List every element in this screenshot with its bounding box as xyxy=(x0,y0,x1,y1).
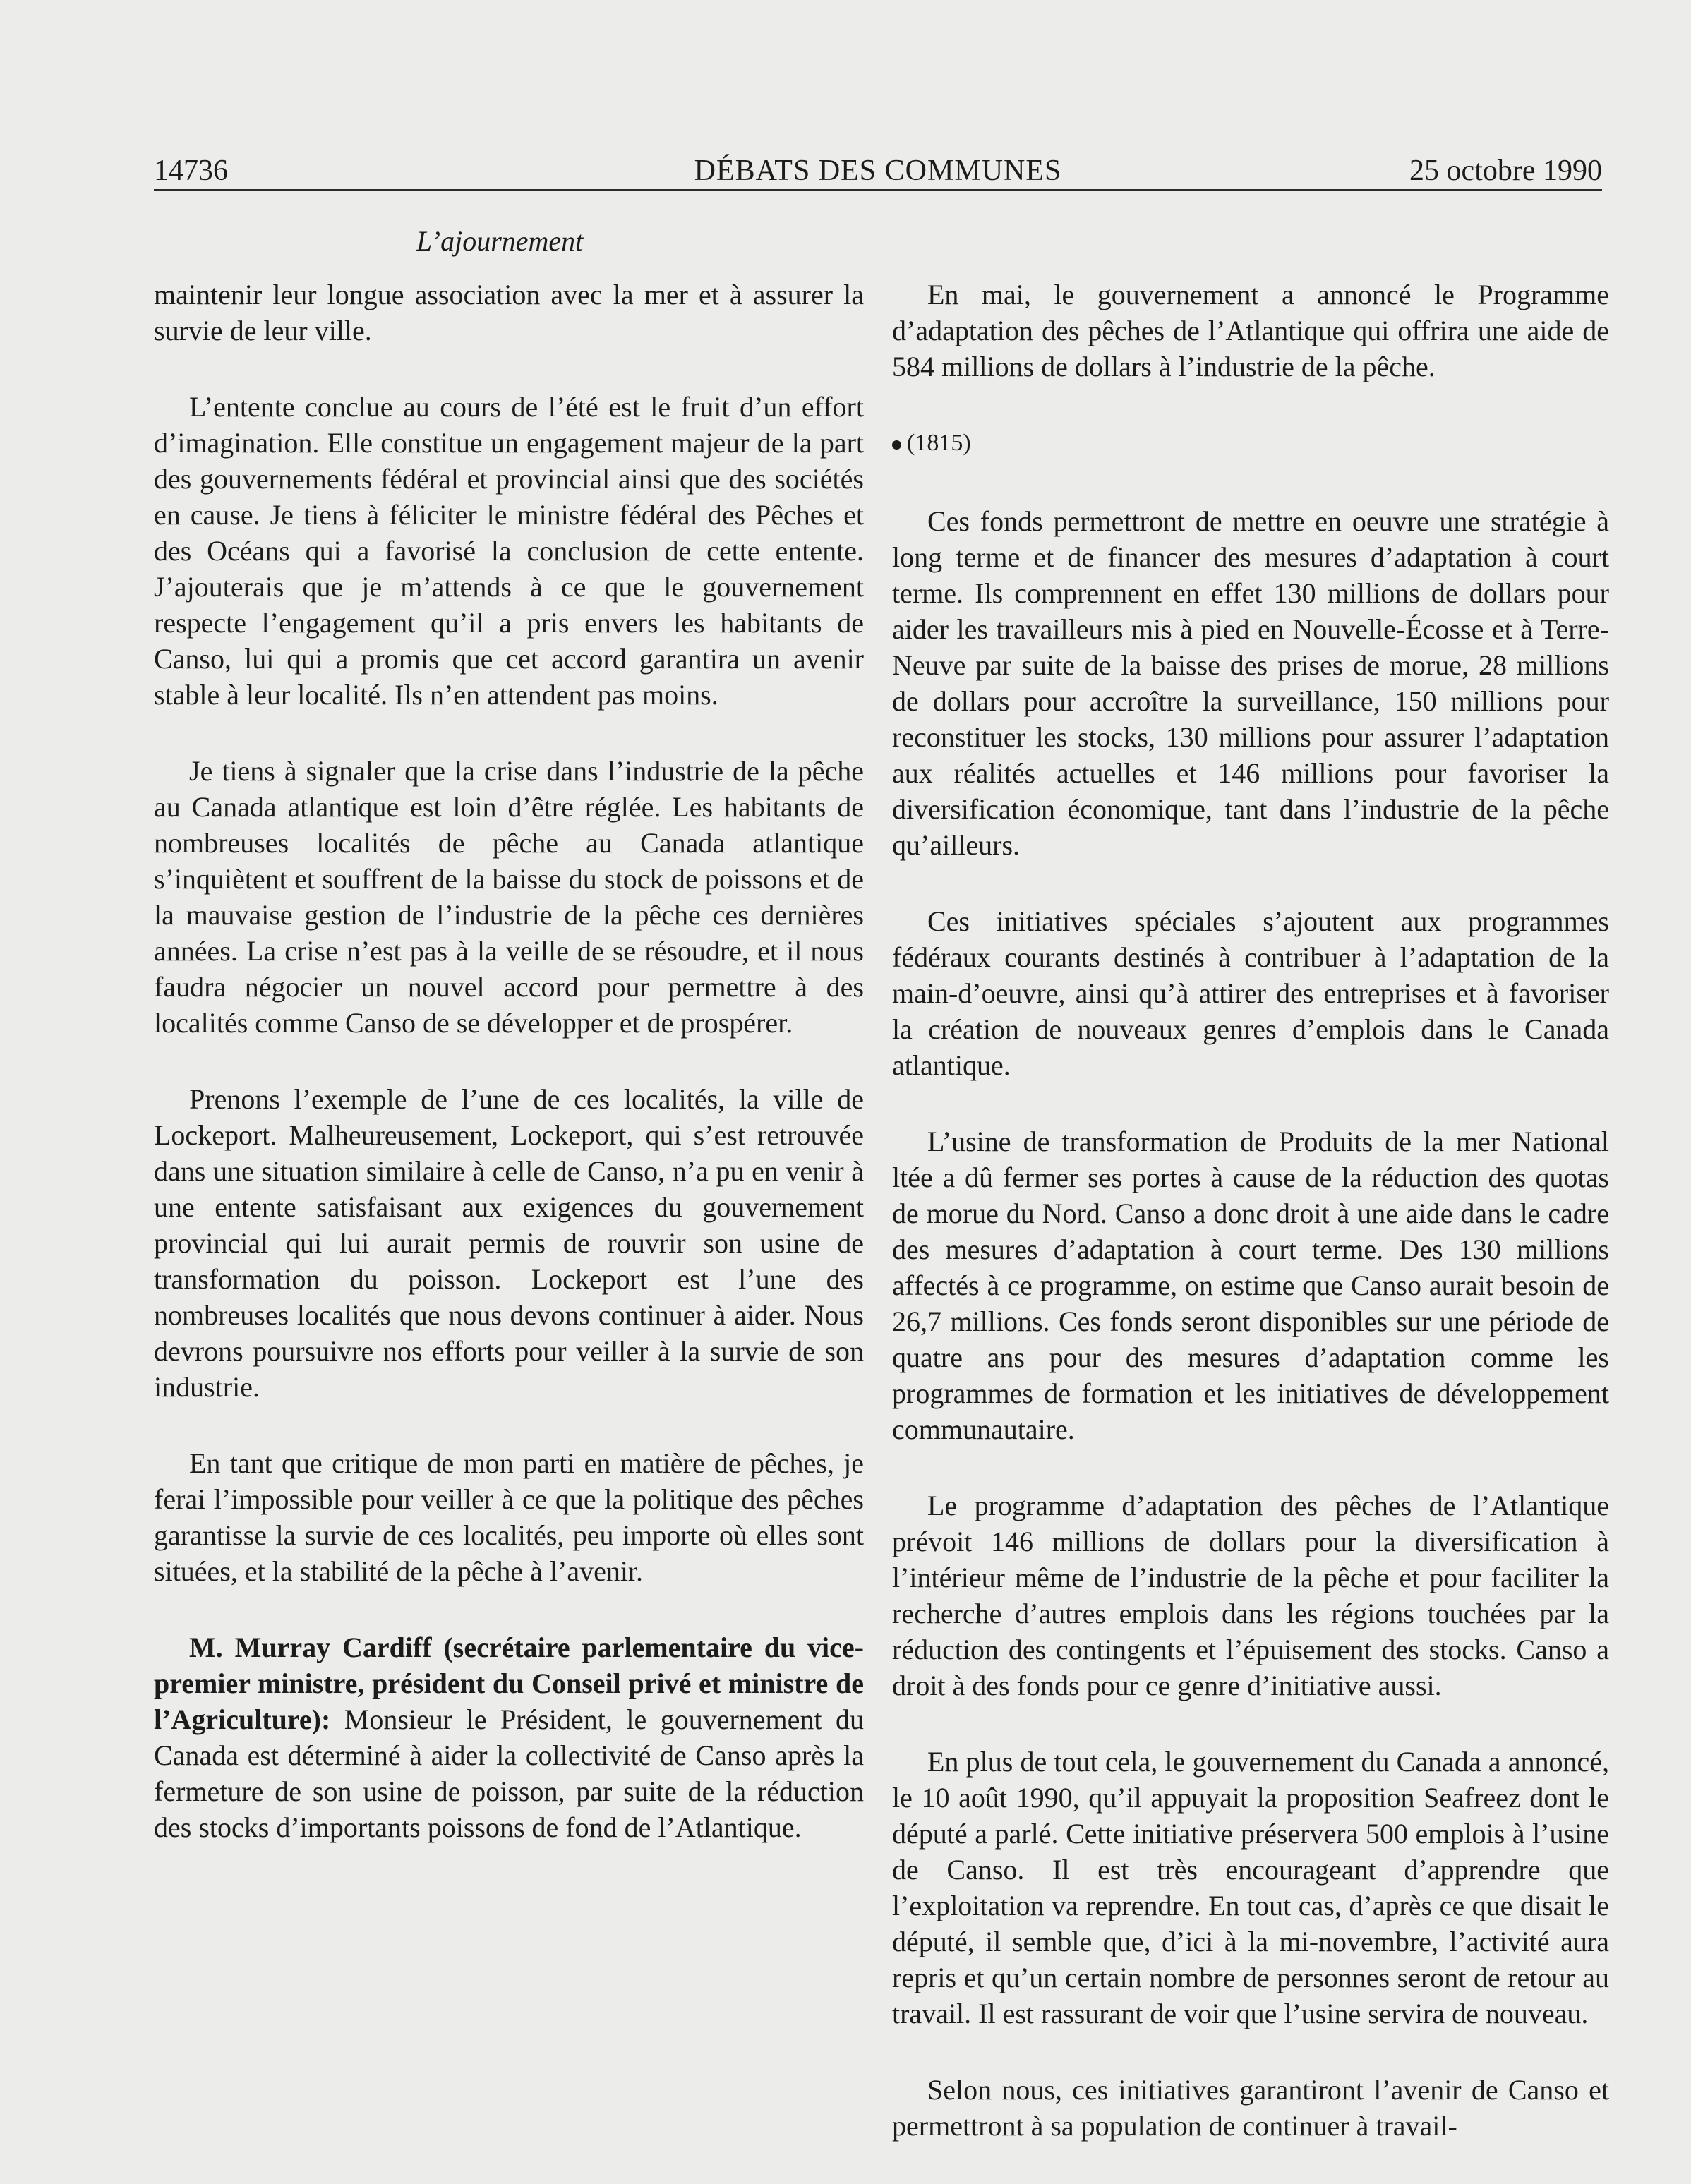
right-column xyxy=(892,277,1609,2184)
paragraph: Ces initiatives spéciales s’ajoutent aux programmes fédéraux courants destinés à contribuer à l’adaptation de la main-d’oeuvre, ainsi qu’à attirer des entreprises et à favoriser la création de nouveaux genres d’emplois dans le Canada atlantique. xyxy=(892,905,1609,1081)
header-rule xyxy=(154,189,1602,191)
paragraph: En mai, le gouvernement a annoncé le Programme d’adaptation des pêches de l’Atlantique qui offrira une aide de 584 millions de dollars à l’industrie de la pêche. xyxy=(892,279,1609,382)
paragraph: Je tiens à signaler que la crise dans l’industrie de la pêche au Canada atlantique est loin d’être réglée. Les habitants de nombreuses localités de pêche au Canada atlantique s’inquiètent et souffrent de la baisse du stock de poissons et de la mauvaise gestion de l’industrie de la pêche ces dernières années. La crise n’est pas à la veille de se résoudre, et il nous faudra négocier un nouvel accord pour permettre à des localités comme Canso de se développer et de prospérer. xyxy=(154,755,864,1039)
left-column xyxy=(154,277,864,1886)
paragraph: Le programme d’adaptation des pêches de l’Atlantique prévoit 146 millions de dollars pour la diversification à l’intérieur même de l’industrie de la pêche et pour faciliter la recherche d’autres emplois dans les régions touchées par la réduction des contingents et l’épuisement des stocks. Canso a droit à des fonds pour ce genre d’initiative aussi. xyxy=(892,1490,1609,1701)
publication-title: DÉBATS DES COMMUNES xyxy=(694,155,1062,187)
paragraph: Prenons l’exemple de l’une de ces localités, la ville de Lockeport. Malheureusement, Lockeport, qui s’est retrouvée dans une situation similaire à celle de Canso, n’a pu en venir à une entente satisfaisant aux exigences du gouvernement provincial qui lui aurait permis de rouvrir son usine de transformation du poisson. Lockeport est l’une des nombreuses localités que nous devons continuer à aider. Nous devrons poursuivre nos efforts pour veiller à la survie de son industrie. xyxy=(154,1083,864,1403)
paragraph: maintenir leur longue association avec la mer et à assurer la survie de leur ville. xyxy=(154,279,864,346)
paragraph: L’entente conclue au cours de l’été est le fruit d’un effort d’imagination. Elle constitue un engagement majeur de la part des gouvernements fédéral et provincial ainsi que des sociétés en cause. Je tiens à féliciter le ministre fédéral des Pêches et des Océans qui a favorisé la conclusion de cette entente. J’ajouterais que je m’attends à ce que le gouvernement respecte l’engagement qu’il a pris envers les habitants de Canso, lui qui a promis que cet accord garantira un avenir stable à leur localité. Ils n’en attendent pas moins. xyxy=(154,391,864,711)
speaker-name: M. Murray Cardiff (secrétaire parlementaire du vice-premier ministre, président du Conseil privé et ministre de l’Agriculture): xyxy=(154,1631,864,1735)
paragraph: En tant que critique de mon parti en matière de pêches, je ferai l’impossible pour veiller à ce que la politique des pêches garantisse la survie de ces localités, peu importe où elles sont situées, et la stabilité de la pêche à l’avenir. xyxy=(154,1447,864,1587)
paragraph: Ces fonds permettront de mettre en oeuvre une stratégie à long terme et de financer des mesures d’adaptation à court terme. Ils comprennent en effet 130 millions de dollars pour aider les travailleurs mis à pied en Nouvelle-Écosse et à Terre-Neuve par suite de la baisse des prises de morue, 28 millions de dollars pour accroître la surveillance, 150 millions pour reconstituer les stocks, 130 millions pour assurer l’adaptation aux réalités actuelles et 146 millions pour favoriser la diversification économique, tant dans l’industrie de la pêche qu’ailleurs. xyxy=(892,505,1609,861)
page-number: 14736 xyxy=(154,155,228,187)
paragraph: En plus de tout cela, le gouvernement du Canada a annoncé, le 10 août 1990, qu’il appuyait la proposition Seafreez dont le député a parlé. Cette initiative préservera 500 emplois à l’usine de Canso. Il est très encourageant d’apprendre que l’exploitation va reprendre. En tout cas, d’après ce que disait le député, il semble que, d’ici à la mi-novembre, l’activité aura repris et qu’un certain nombre de personnes seront de retour au travail. Il est rassurant de voir que l’usine servira de nouveau. xyxy=(892,1746,1609,2029)
section-title: L’ajournement xyxy=(416,225,584,257)
paragraph: Selon nous, ces initiatives garantiront l’avenir de Canso et permettront à sa population de continuer à travail- xyxy=(892,2074,1609,2142)
speaker-paragraph xyxy=(154,1629,864,1845)
paragraph: L’usine de transformation de Produits de la mer National ltée a dû fermer ses portes à cause de la réduction des quotas de morue du Nord. Canso a donc droit à une aide dans le cadre des mesures d’adaptation à court terme. Des 130 millions affectés à ce programme, on estime que Canso aurait besoin de 26,7 millions. Ces fonds seront disponibles sur une période de quatre ans pour des mesures d’adaptation comme les programmes de formation et les initiatives de développement communautaire. xyxy=(892,1126,1609,1445)
speech-text: Monsieur le Président, le gouvernement du Canada est déterminé à aider la collectivité de Canso après la fermeture de son usine de poisson, par suite de la réduction des stocks d’importants poissons de fond de l’Atlantique. xyxy=(154,1703,864,1843)
publication-date: 25 octobre 1990 xyxy=(1409,155,1602,187)
bullet-icon xyxy=(892,440,901,450)
time-marker-label: (1815) xyxy=(907,430,971,456)
time-marker xyxy=(892,425,1609,461)
page-header xyxy=(154,148,1602,188)
